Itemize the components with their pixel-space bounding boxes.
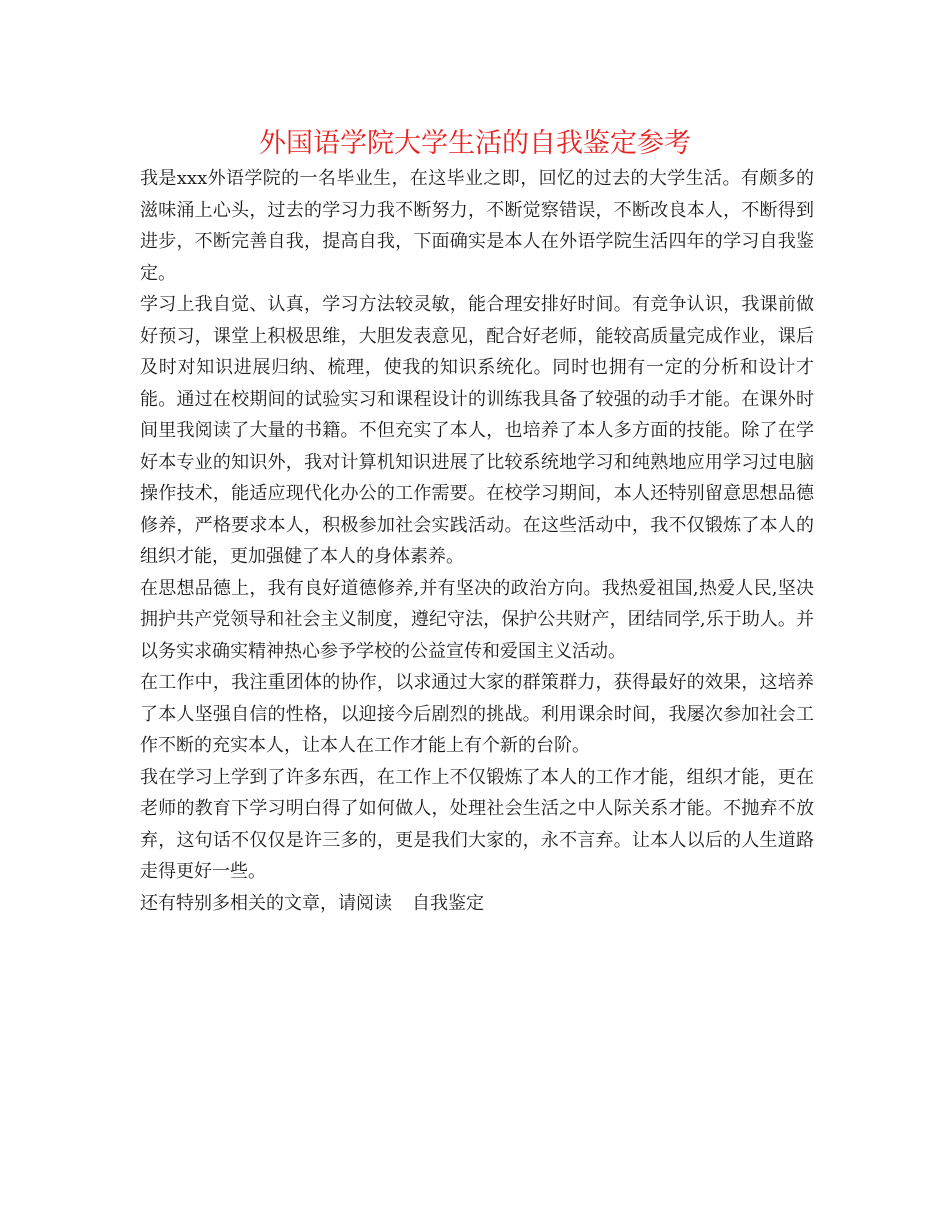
- paragraph-summary: 我在学习上学到了许多东西，在工作上不仅锻炼了本人的工作才能，组织才能，更在老师的教育下学习明白得了如何做人，处理社会生活之中人际关系才能。不抛弃不放弃，这句话不仅仅是许三多的，更是我们大家的，永不言弃。让本人以后的人生道路走得更好一些。: [140, 766, 814, 882]
- related-articles-prefix: 还有特别多相关的文章，请阅读: [140, 892, 392, 914]
- paragraph-intro: 我是xxx外语学院的一名毕业生，在这毕业之即，回忆的过去的大学生活。有颇多的滋味涌上心头，过去的学习力我不断努力，不断觉察错误，不断改良本人，不断得到进步，不断完善自我，提高自我，下面确实是本人在外语学院生活四年的学习自我鉴定。: [140, 168, 814, 284]
- paragraph-study: 学习上我自觉、认真，学习方法较灵敏，能合理安排好时间。有竞争认识，我课前做好预习，课堂上积极思维，大胆发表意见，配合好老师，能较高质量完成作业，课后及时对知识进展归纳、梳理，使我的知识系统化。同时也拥有一定的分析和设计才能。通过在校期间的试验实习和课程设计的训练我具备了较强的动手才能。在课外时间里我阅读了大量的书籍。不但充实了本人，也培养了本人多方面的技能。除了在学好本专业的知识外，我对计算机知识进展了比较系统地学习和纯熟地应用学习过电脑操作技术，能适应现代化办公的工作需要。在校学习期间，本人还特别留意思想品德修养，严格要求本人，积极参加社会实践活动。在这些活动中，我不仅锻炼了本人的组织才能，更加强健了本人的身体素养。: [140, 294, 814, 567]
- paragraph-morality: 在思想品德上，我有良好道德修养,并有坚决的政治方向。我热爱祖国,热爱人民,坚决拥护共产党领导和社会主义制度，遵纪守法，保护公共财产，团结同学,乐于助人。并以务实求确实精神热心参予学校的公益宣传和爱国主义活动。: [140, 577, 814, 662]
- document-title: 外国语学院大学生活的自我鉴定参考: [259, 128, 691, 159]
- related-articles-line: [140, 888, 814, 920]
- related-article-link[interactable]: 自我鉴定: [412, 892, 484, 914]
- document-body: [140, 163, 814, 919]
- paragraph-work: 在工作中，我注重团体的协作，以求通过大家的群策群力，获得最好的效果，这培养了本人坚强自信的性格，以迎接今后剧烈的挑战。利用课余时间，我屡次参加社会工作不断的充实本人，让本人在工作才能上有个新的台阶。: [140, 672, 814, 756]
